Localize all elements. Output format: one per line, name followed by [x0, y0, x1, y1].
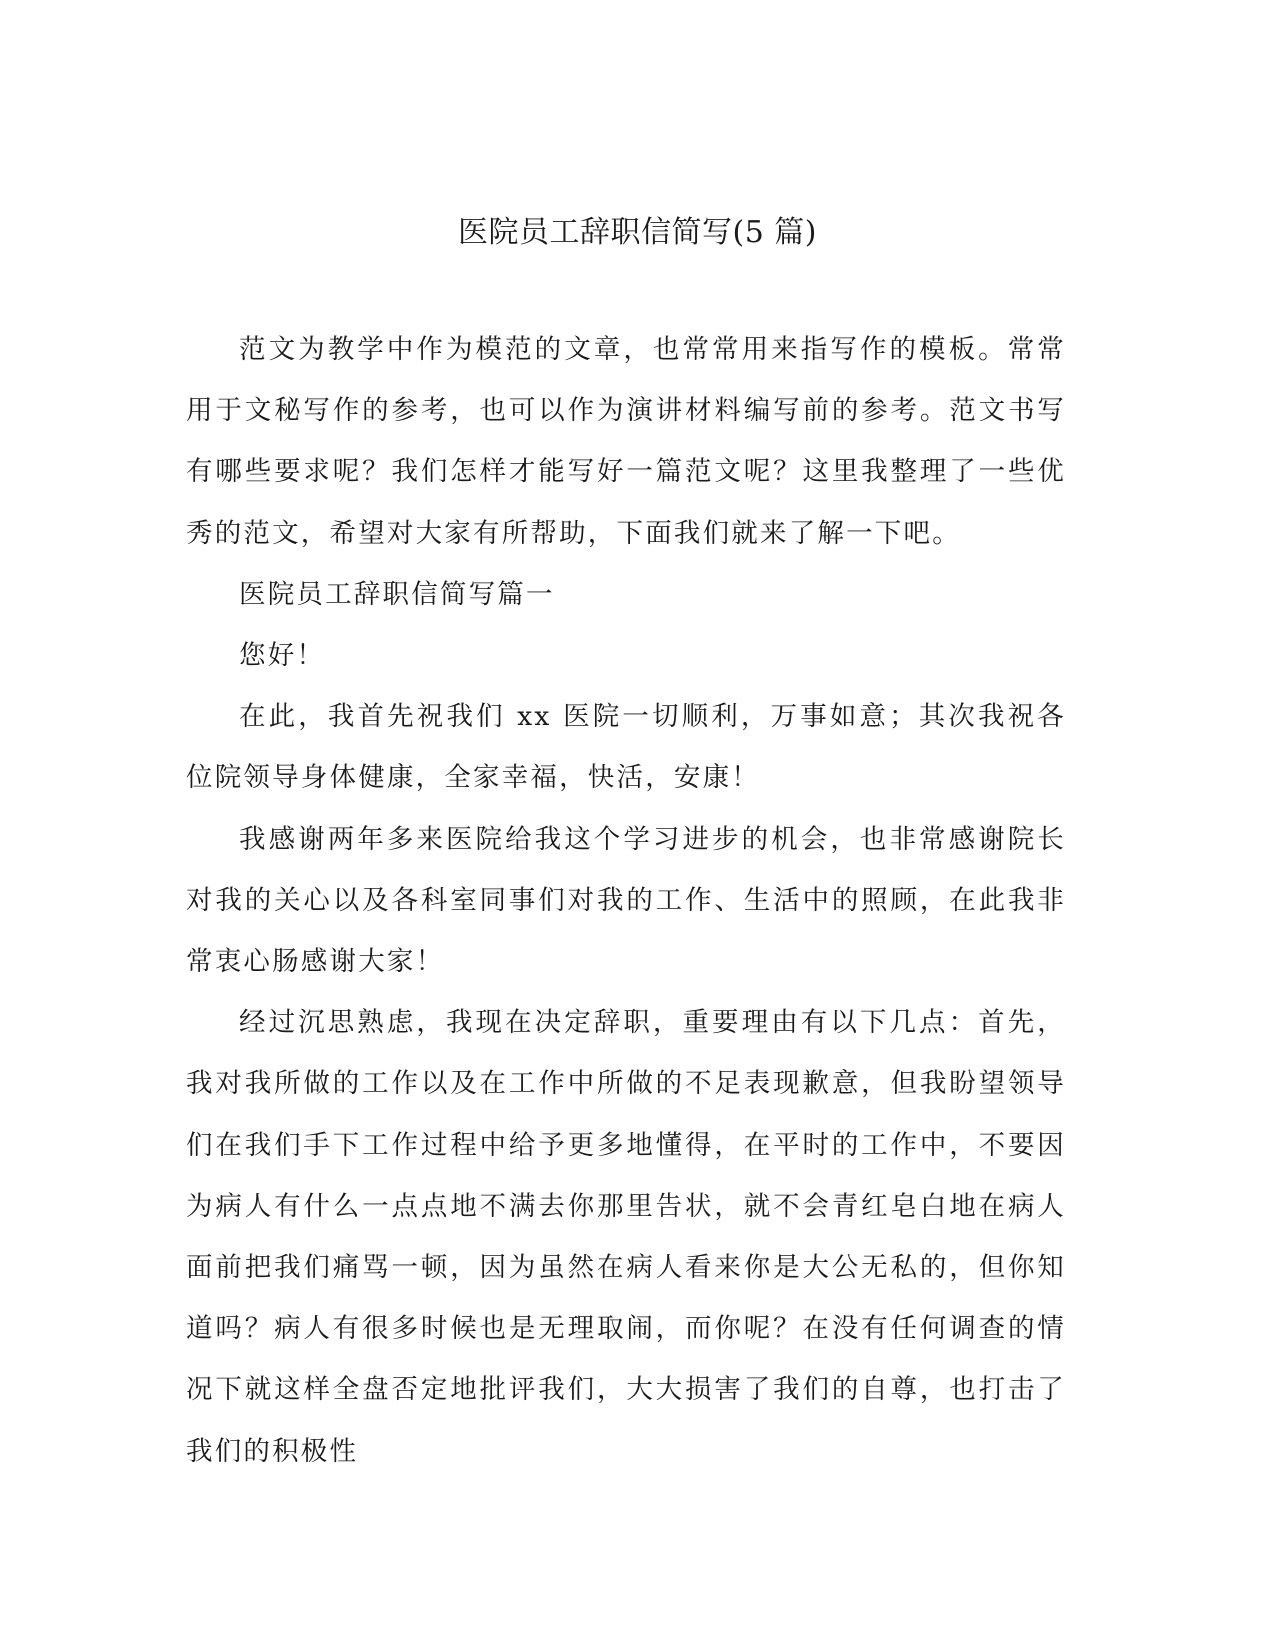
document-title: 医院员工辞职信简写(5 篇) [457, 215, 818, 250]
body-paragraph: 在此，我首先祝我们 xx 医院一切顺利，万事如意；其次我祝各位院领导身体健康，全家幸福，快活，安康！ [186, 701, 1066, 794]
salutation: 您好！ [239, 640, 326, 672]
document-body [186, 319, 1066, 1482]
body-paragraph: 我感谢两年多来医院给我这个学习进步的机会，也非常感谢院长对我的关心以及各科室同事们对我的工作、生活中的照顾，在此我非常衷心肠感谢大家！ [186, 823, 1066, 978]
intro-paragraph: 范文为教学中作为模范的文章，也常常用来指写作的模板。常常用于文秘写作的参考，也可以作为演讲材料编写前的参考。范文书写有哪些要求呢？我们怎样才能写好一篇范文呢？这里我整理了一些优秀的范文，希望对大家有所帮助，下面我们就来了解一下吧。 [186, 334, 1066, 549]
body-paragraph: 经过沉思熟虑，我现在决定辞职，重要理由有以下几点：首先，我对我所做的工作以及在工作中所做的不足表现歉意，但我盼望领导们在我们手下工作过程中给予更多地懂得，在平时的工作中，不要因为病人有什么一点点地不满去你那里告状，就不会青红皂白地在病人面前把我们痛骂一顿，因为虽然在病人看来你是大公无私的，但你知道吗？病人有很多时候也是无理取闹，而你呢？在没有任何调查的情况下就这样全盘否定地批评我们，大大损害了我们的自尊，也打击了我们的积极性 [186, 1007, 1066, 1467]
section-heading: 医院员工辞职信简写篇一 [239, 578, 555, 610]
